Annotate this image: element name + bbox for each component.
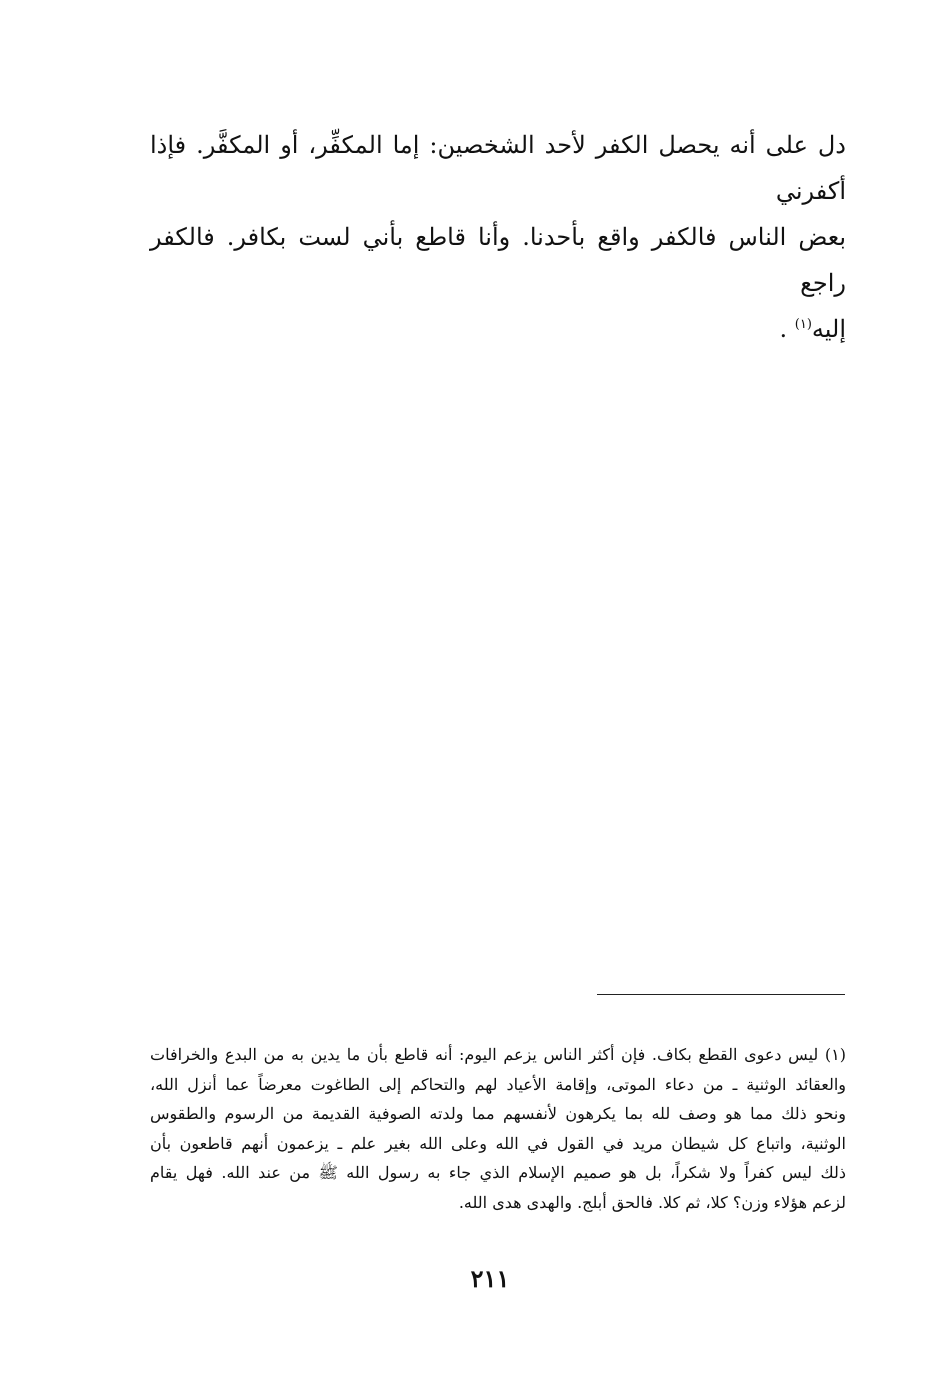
main-line-3 (150, 306, 846, 352)
main-line-3-text: إليه (811, 315, 846, 343)
footnote-reference[interactable]: (١) (794, 317, 812, 332)
main-paragraph (150, 122, 846, 352)
footnote-line-4: الوثنية، واتباع كل شيطان مريد في القول في الله وعلى الله بغير علم ـ يزعمون أنهم قاطعون بأن (150, 1133, 846, 1153)
footnote-line-3: ونحو ذلك مما هو وصف لله بما يكرهون لأنفسهم مما ولدته الصوفية القديمة من الرسوم والطقوس (150, 1104, 846, 1123)
footnote-line-6: لزعم هؤلاء وزن؟ كلا، ثم كلا. فالحق أبلج. والهدى هدى الله. (458, 1192, 846, 1212)
page-number: ٢١١ (470, 1264, 510, 1293)
footnote-block (150, 1040, 846, 1217)
main-line-1: دل على أنه يحصل الكفر لأحد الشخصين: إما المكفِّر، أو المكفَّر. فإذا أكفرني (150, 131, 846, 205)
main-line-3-punct: . (779, 315, 788, 343)
footnote-line-5: ذلك ليس كفراً ولا شكراً، بل هو صميم الإسلام الذي جاء به رسول الله ﷺ من عند الله. فهل يقام (150, 1163, 846, 1182)
footnote-line-1: (١) ليس دعوى القطع بكاف. فإن أكثر الناس يزعم اليوم: أنه قاطع بأن ما يدين به من البدع والخرافات (150, 1045, 846, 1064)
footnote-line-2: والعقائد الوثنية ـ من دعاء الموتى، وإقامة الأعياد لهم والتحاكم إلى الطاغوت معرضاً عما أنزل الله، (150, 1074, 846, 1094)
main-line-2: بعض الناس فالكفر واقع بأحدنا. وأنا قاطع بأني لست بكافر. فالكفر راجع (150, 223, 846, 297)
footnote-separator (597, 994, 845, 995)
